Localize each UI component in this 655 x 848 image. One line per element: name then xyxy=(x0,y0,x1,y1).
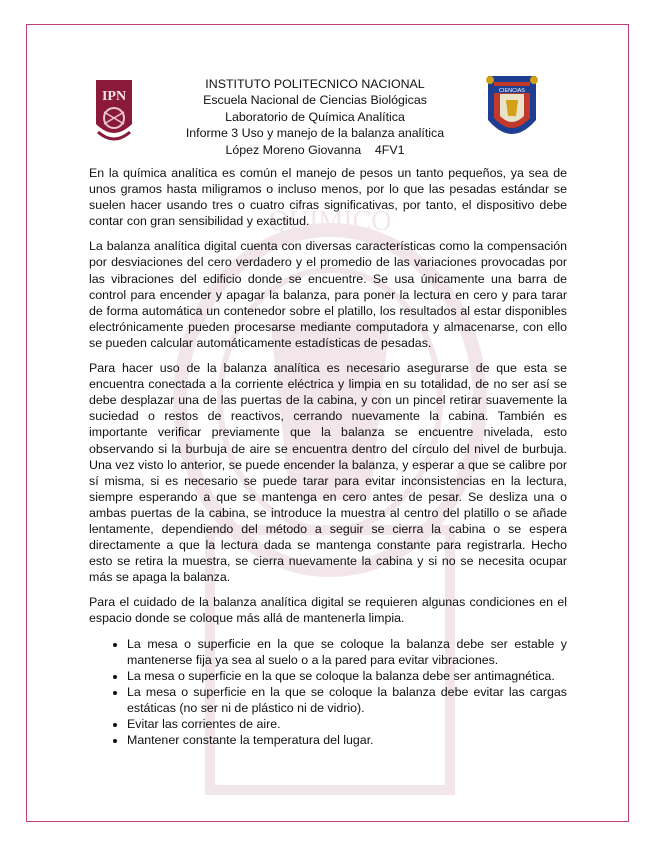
list-item: • La mesa o superficie en la que se coloque la balanza debe evitar las cargas estáticas (no ser ni de plástico ni de vidrio). xyxy=(127,684,567,716)
watermark-text: QUIMICO xyxy=(268,206,392,237)
list-item: • La mesa o superficie en la que se coloque la balanza debe ser estable y mantenerse fija ya sea al suelo o a la pared para evitar vibraciones. xyxy=(127,636,567,668)
document-header xyxy=(150,76,480,158)
document-body xyxy=(89,165,567,748)
paragraph-intro: En la química analítica es común el manejo de pesos un tanto pequeños, ya sea de unos gramos hasta miligramos o incluso menos, por lo que las pesadas estándar se suelen hacer usando tres o cuatro cifras significativas, por tanto, el dispositivo debe contar con gran sensibilidad y exactitud. xyxy=(89,166,567,229)
encb-logo-text: CIENCIAS xyxy=(499,88,525,94)
encb-logo xyxy=(482,72,542,148)
ipn-logo-text: IPN xyxy=(101,89,127,104)
list-item: • Mantener constante la temperatura del lugar. xyxy=(127,732,567,748)
school-name: Escuela Nacional de Ciencias Biológicas xyxy=(203,93,427,108)
report-title: Informe 3 Uso y manejo de la balanza analítica xyxy=(185,126,445,141)
author-line: López Moreno Giovanna 4FV1 xyxy=(225,142,405,157)
care-list xyxy=(89,636,567,749)
list-item: • La mesa o superficie en la que se coloque la balanza debe ser antimagnética. xyxy=(127,668,567,684)
lab-name: Laboratorio de Química Analítica xyxy=(225,109,405,124)
paragraph-features: La balanza analítica digital cuenta con diversas características como la compensación por desviaciones del cero verdadero y el promedio de las variaciones provocadas por las vibraciones del edificio donde se encuentre. Se usa únicamente una barra de control para encender y apagar la balanza, para poner la lectura en cero y para tarar de forma automática un contenedor sobre el platillo, los resultados al estar disponibles electrónicamente pueden procesarse mediante computadora y almacenarse, con ello se pueden calcular automáticamente estadísticas de pesadas. xyxy=(89,239,567,350)
paragraph-procedure: Para hacer uso de la balanza analítica es necesario asegurarse de que esta se encuentra conectada a la corriente eléctrica y limpia en su totalidad, de no ser así se debe desplazar una de las puertas de la cabina, y con un pincel retirar suavemente la suciedad o restos de reactivos, cerrando nuevamente la cabina. También es importante verificar previamente que la balanza se encuentre nivelada, esto observando si la burbuja de aire se encuentra dentro del círculo del nivel de burbuja. Una vez visto lo anterior, se puede encender la balanza, y esperar a que se calibre por sí misma, si es necesario se puede tarar para evitar inconsistencias en la lectura, siempre esperando a que se mantenga en cero antes de pesar. Se desliza una o ambas puertas de la cabina, se introduce la muestra al centro del platillo o se añade lentamente, dependiendo del método a seguir se cierra la cabina o se espera directamente a que la lectura dada se mantenga constante para registrarla. Hecho esto se retira la muestra, se cierra nuevamente la cabina y si no se necesita ocupar más se apaga la balanza. xyxy=(89,361,567,585)
paragraph-care: Para el cuidado de la balanza analítica digital se requieren algunas condiciones en el espacio donde se coloque más allá de mantenerla limpia. xyxy=(89,595,567,626)
list-item: • Evitar las corrientes de aire. xyxy=(127,716,567,732)
institution-name: INSTITUTO POLITECNICO NACIONAL xyxy=(205,77,425,91)
ipn-logo xyxy=(92,74,136,144)
